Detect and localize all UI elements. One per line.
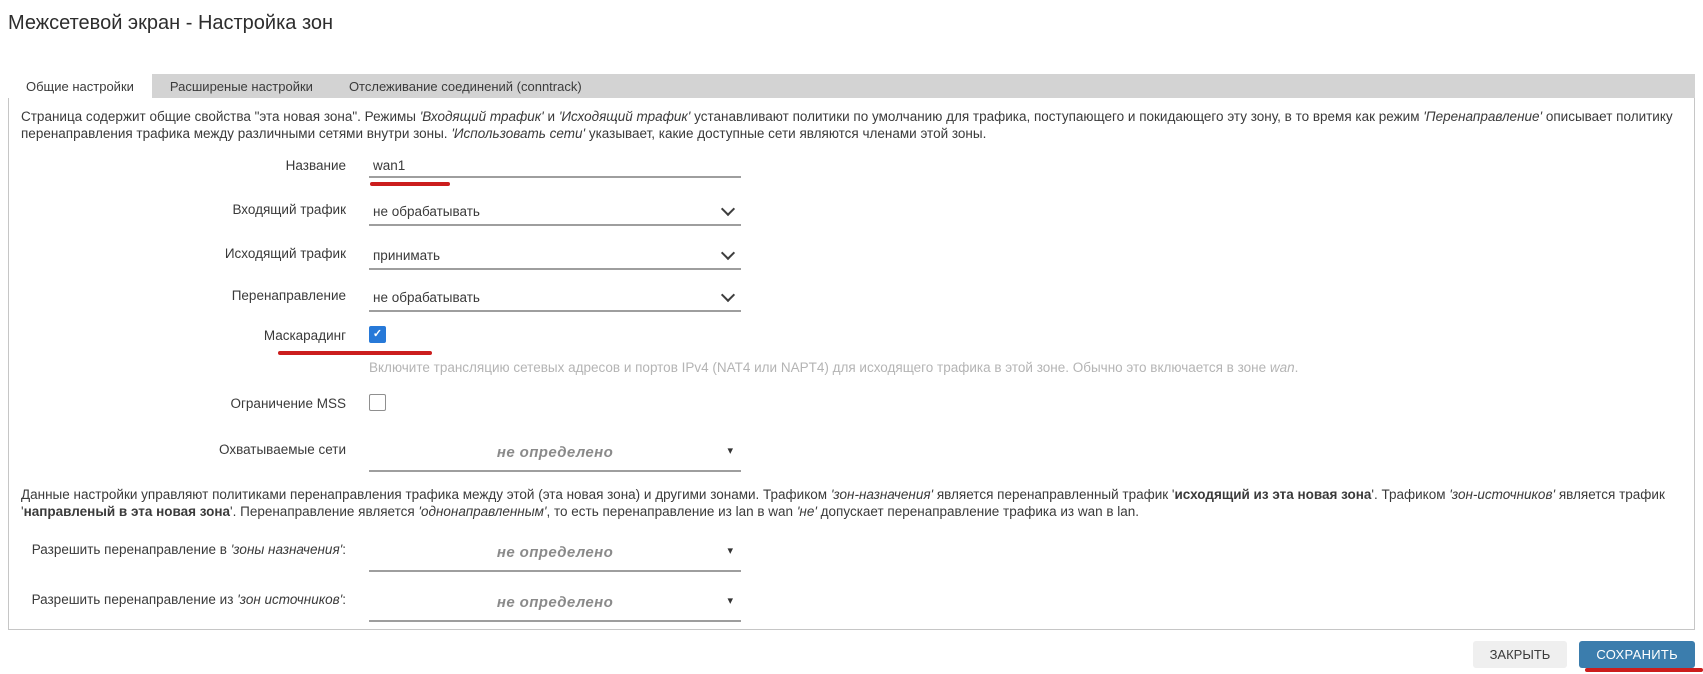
forward-source-label: Разрешить перенаправление из 'зон источников': [31,592,346,607]
masquerading-row [9,324,1694,360]
annotation-underline-masquerading [278,351,432,355]
checkmark-icon: ✓ [372,328,383,340]
general-settings-panel [8,98,1695,630]
input-policy-row [9,198,1694,234]
tab-general-settings[interactable]: Общие настройки [8,74,152,98]
covered-networks-dropdown[interactable] [369,434,741,472]
forward-destination-label: Разрешить перенаправление в 'зоны назначения': [31,542,346,557]
output-policy-select[interactable] [369,242,741,270]
annotation-underline-save [1585,668,1703,672]
output-policy-label: Исходящий трафик [224,246,346,261]
covered-networks-row [9,434,1694,470]
chevron-down-icon [721,288,735,302]
action-bar [1473,641,1695,668]
tab-bar [8,74,1695,98]
chevron-down-icon [721,246,735,260]
forward-destination-row [9,534,1694,570]
forward-destination-dropdown[interactable] [369,534,741,572]
save-button[interactable]: СОХРАНИТЬ [1579,641,1695,668]
forward-source-row [9,584,1694,620]
chevron-down-icon [721,202,735,216]
dropdown-arrow-icon: ▾ [727,595,733,607]
input-policy-select[interactable] [369,198,741,226]
zone-name-label: Название [285,158,346,173]
tab-advanced-settings[interactable]: Расширеные настройки [169,78,313,94]
mss-clamping-label: Ограничение MSS [230,396,346,411]
forward-source-value: не определено [496,593,614,611]
output-policy-row [9,242,1694,278]
forward-destination-value: не определено [496,543,614,561]
forward-policy-row [9,284,1694,320]
input-policy-value: не обрабатывать [373,203,480,219]
mss-clamping-checkbox[interactable] [369,394,386,411]
covered-networks-value: не определено [496,443,614,461]
forward-policy-label: Перенаправление [231,288,346,303]
masquerading-checkbox[interactable] [369,326,386,343]
zone-description-text: Страница содержит общие свойства "эта новая зона". Режимы 'Входящий трафик' и 'Исходящий трафик' устанавливают политики по умолчанию для трафика, поступающего и покидающего эту зону, в то время как режим 'Перенаправление' описывает политику перенаправления трафика между различными сетями внутри зоны. 'Использовать сети' указывает, какие доступные сети являются членами этой зоны. [21,109,1673,141]
annotation-underline-name [370,182,450,186]
masquerading-label: Маскарадинг [263,328,346,343]
masquerading-help-text: Включите трансляцию сетевых адресов и портов IPv4 (NAT4 или NAPT4) для исходящего трафика в этой зоне. Обычно это включается в зоне wan. [369,360,1299,375]
interzone-description-text: Данные настройки управляют политиками перенаправления трафика между этой (эта новая зона) и другими зонами. Трафиком 'зон-назначения' является перенаправленный трафик 'исходящий из эта новая зона'. Трафиком 'зон-источников' является трафик 'направленый в эта новая зона'. Перенаправление является 'однонаправленным', то есть перенаправление из lan в wan 'не' допускает перенаправление трафика из wan в lan. [21,487,1665,519]
dropdown-arrow-icon: ▾ [727,445,733,457]
close-button[interactable]: ЗАКРЫТЬ [1473,641,1568,668]
covered-networks-label: Охватываемые сети [218,442,346,457]
mss-clamping-row [9,392,1694,428]
input-policy-label: Входящий трафик [232,202,346,217]
forward-source-dropdown[interactable] [369,584,741,622]
zone-name-row [9,154,1694,190]
zone-name-input[interactable] [369,154,741,178]
output-policy-value: принимать [373,247,441,263]
tab-conntrack[interactable]: Отслеживание соединений (conntrack) [348,78,582,94]
dropdown-arrow-icon: ▾ [727,545,733,557]
page-title: Межсетевой экран - Настройка зон [8,12,334,34]
forward-policy-select[interactable] [369,284,741,312]
forward-policy-value: не обрабатывать [373,289,480,305]
